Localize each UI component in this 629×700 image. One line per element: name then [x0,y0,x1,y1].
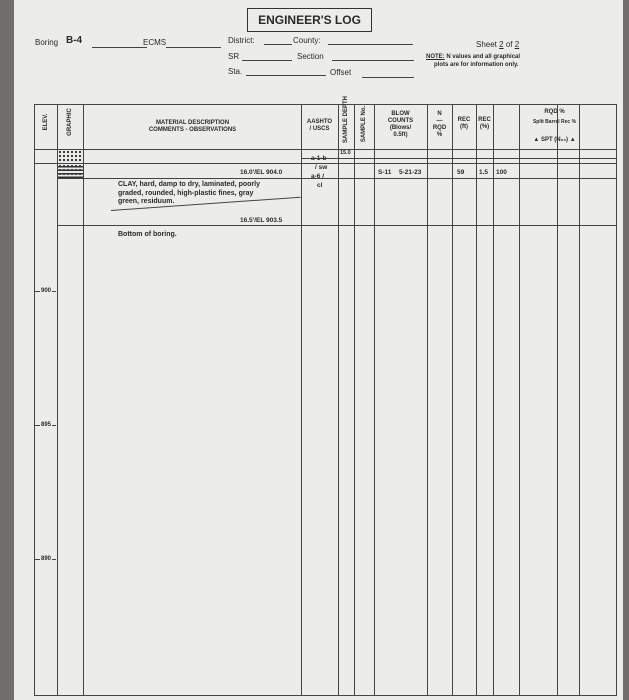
sr-underline [242,60,292,61]
blow-counts-header: BLOW COUNTS (Blows/ 0.5ft) [387,111,414,138]
spt-header: ▲ SPT (N₆₀) ▲ [533,137,576,143]
offset-underline [362,77,414,78]
sta-label: Sta. [228,67,243,76]
elev-895: 895 [41,422,52,428]
section-underline [332,60,414,61]
sample-no-header: SAMPLE No. [361,105,367,143]
elev-890: 890 [41,556,52,562]
log-grid [34,95,617,696]
elev-900: 900 [41,288,52,294]
layer-2-uscs: cl [317,182,323,189]
rqd-header: RQD % [544,109,565,115]
log-sheet [14,0,623,700]
note-line-2: plots are for information only. [434,62,519,68]
district-label: District: [228,36,255,45]
blow-counts: 5-21-23 [399,169,422,176]
sr-label: SR [228,52,240,61]
note-line-1: NOTE: N values and all graphical [426,54,521,60]
ecms-label: ECMS [143,38,167,47]
n-value: 59 [457,169,465,176]
rec-ft-value: 1.5 [479,169,489,176]
layer-1-uscs: / sw [315,164,328,171]
rec-pct-header: REC (%) [478,117,491,130]
sample-no: S-11 [378,169,392,176]
boring-value: B-4 [66,35,83,46]
section-label: Section [297,52,324,61]
material-header: MATERIAL DESCRIPTION COMMENTS - OBSERVATIONS [148,120,237,133]
layer-2-aashto: a-6 / [311,173,325,180]
ecms-underline [166,47,221,48]
offset-label: Offset [330,68,352,77]
split-barrel-header: Split Barrel Rec % [532,119,577,125]
top-depth: 15.0 [340,150,351,156]
rec-pct-value: 100 [496,169,507,176]
aashto-header: AASHTO / USCS [306,119,333,132]
layer-1-bottom: 16.0'/EL 904.0 [240,169,283,176]
bottom-of-boring: Bottom of boring. [118,231,177,238]
layer-2-bottom: 16.5'/EL 903.5 [240,217,283,224]
page-title: ENGINEER'S LOG [247,8,372,32]
n-header: N — RQD % [432,111,447,138]
sand-graphic [58,150,83,162]
sheet-info: Sheet 2 of 2 [476,40,520,49]
clay-description: CLAY, hard, damp to dry, laminated, poorly graded, rounded, high-plastic fines, gray green, residuum. [118,181,260,205]
county-underline [328,44,413,45]
sample-depth-header: SAMPLE DEPTH [343,95,349,143]
county-label: County: [293,36,321,45]
rec-ft-header: REC (ft) [457,117,471,130]
boring-underline [92,47,147,48]
graphic-header: GRAPHIC [67,108,73,136]
clay-graphic [58,164,83,178]
boring-label: Boring [35,38,59,47]
elev-header: ELEV. [43,113,49,131]
layer-1-aashto: a-1-b [311,155,327,162]
sta-underline [246,75,326,76]
district-underline [264,44,292,45]
